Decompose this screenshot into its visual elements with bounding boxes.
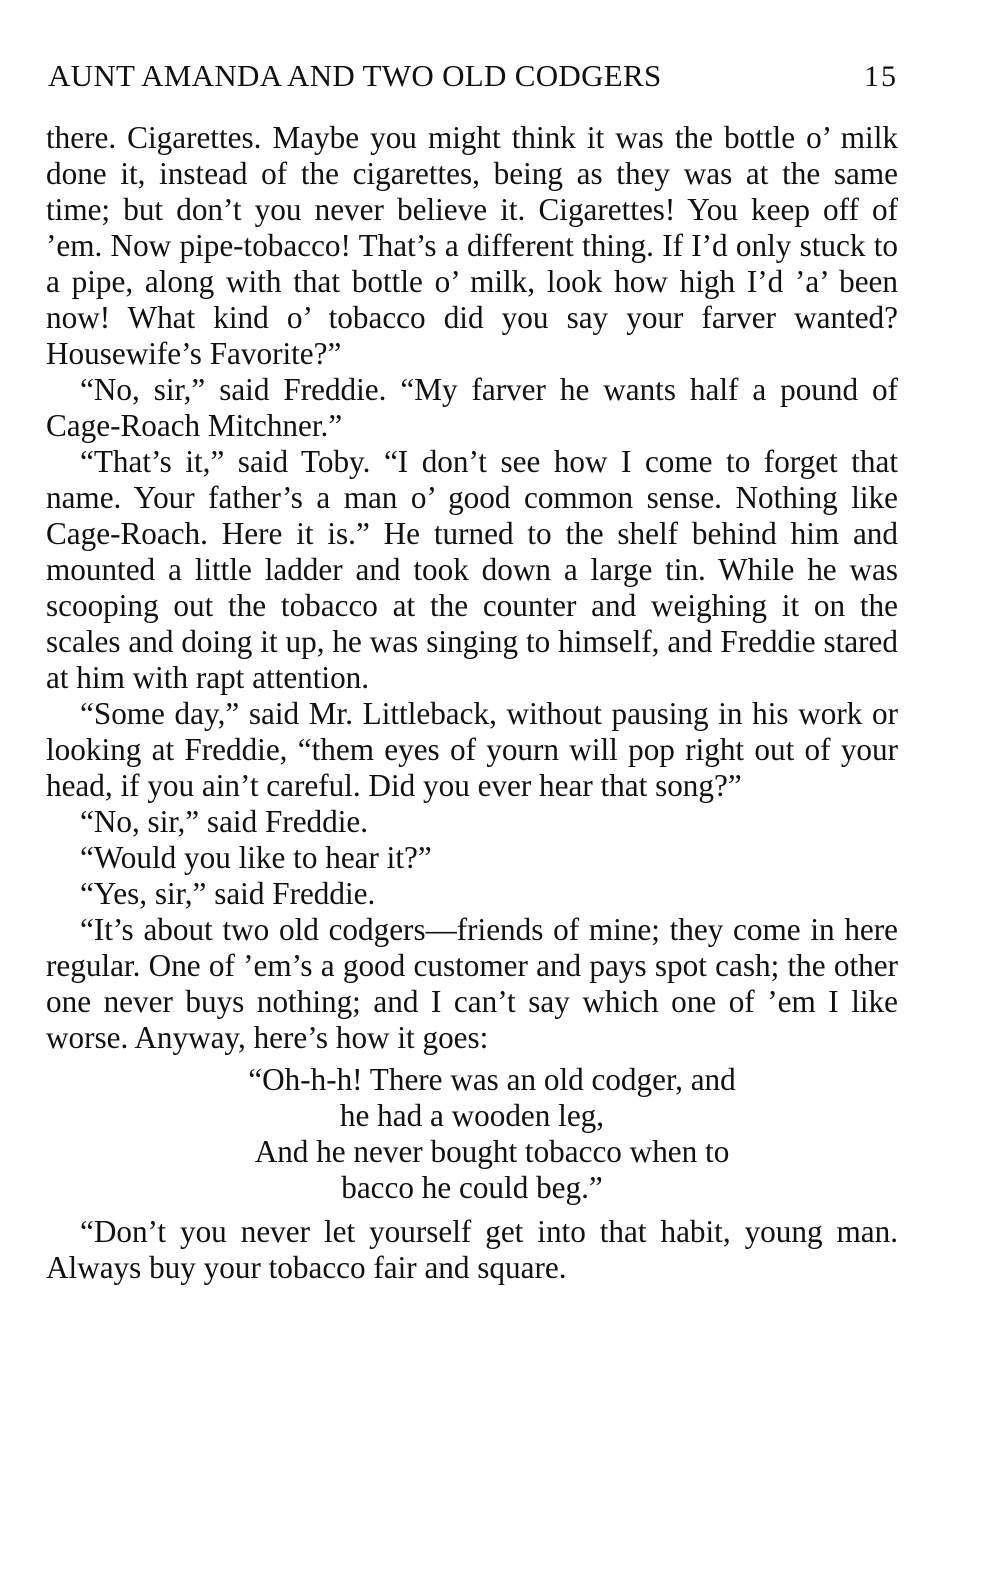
paragraph: “Would you like to hear it?”	[80, 840, 432, 875]
running-title: AUNT AMANDA AND TWO OLD CODGERS	[48, 58, 662, 93]
verse-line-continuation: bacco he could beg.”	[341, 1170, 603, 1205]
paragraph: there. Cigarettes. Maybe you might think it was the bottle o’ milk done it, instead of the cigarettes, being as they was at the same time; but don’t you never believe it. Cigarettes! You keep off of ’em. Now pipe-tobacco! That’s a different thing. If I’d only stuck to a pipe, along with that bottle o’ milk, look how high I’d ’a’ been now! What kind o’ tobacco did you say your farver wanted? Housewife’s Favorite?”	[46, 120, 898, 371]
paragraph: “No, sir,” said Freddie.	[80, 804, 369, 839]
song-verse	[46, 1062, 898, 1206]
running-header	[48, 58, 898, 120]
paragraph: “Some day,” said Mr. Littleback, without pausing in his work or looking at Freddie, “them eyes of yourn will pop right out of your head, if you ain’t careful. Did you ever hear that song?”	[46, 696, 898, 803]
paragraph: “Yes, sir,” said Freddie.	[80, 876, 376, 911]
page-number: 15	[864, 60, 898, 93]
paragraph: “It’s about two old codgers—friends of mine; they come in here regular. One of ’em’s a good customer and pays spot cash; the other one never buys nothing; and I can’t say which one of ’em I like worse. Anyway, here’s how it goes:	[46, 912, 898, 1055]
verse-line: “Oh-h-h! There was an old codger, and	[248, 1062, 736, 1097]
verse-line: And he never bought tobacco when to	[254, 1134, 730, 1169]
paragraph: “No, sir,” said Freddie. “My farver he wants half a pound of Cage-Roach Mitchner.”	[46, 372, 898, 443]
paragraph: “That’s it,” said Toby. “I don’t see how I come to forget that name. Your father’s a man o’ good common sense. Nothing like Cage-Roach. Here it is.” He turned to the shelf behind him and mounted a little ladder and took down a large tin. While he was scooping out the tobacco at the counter and weighing it on the scales and doing it up, he was singing to himself, and Freddie stared at him with rapt attention.	[46, 444, 898, 695]
page-body	[46, 120, 898, 1286]
paragraph: “Don’t you never let yourself get into that habit, young man. Always buy your tobacco fair and square.	[46, 1214, 898, 1285]
verse-line-continuation: he had a wooden leg,	[339, 1098, 605, 1133]
